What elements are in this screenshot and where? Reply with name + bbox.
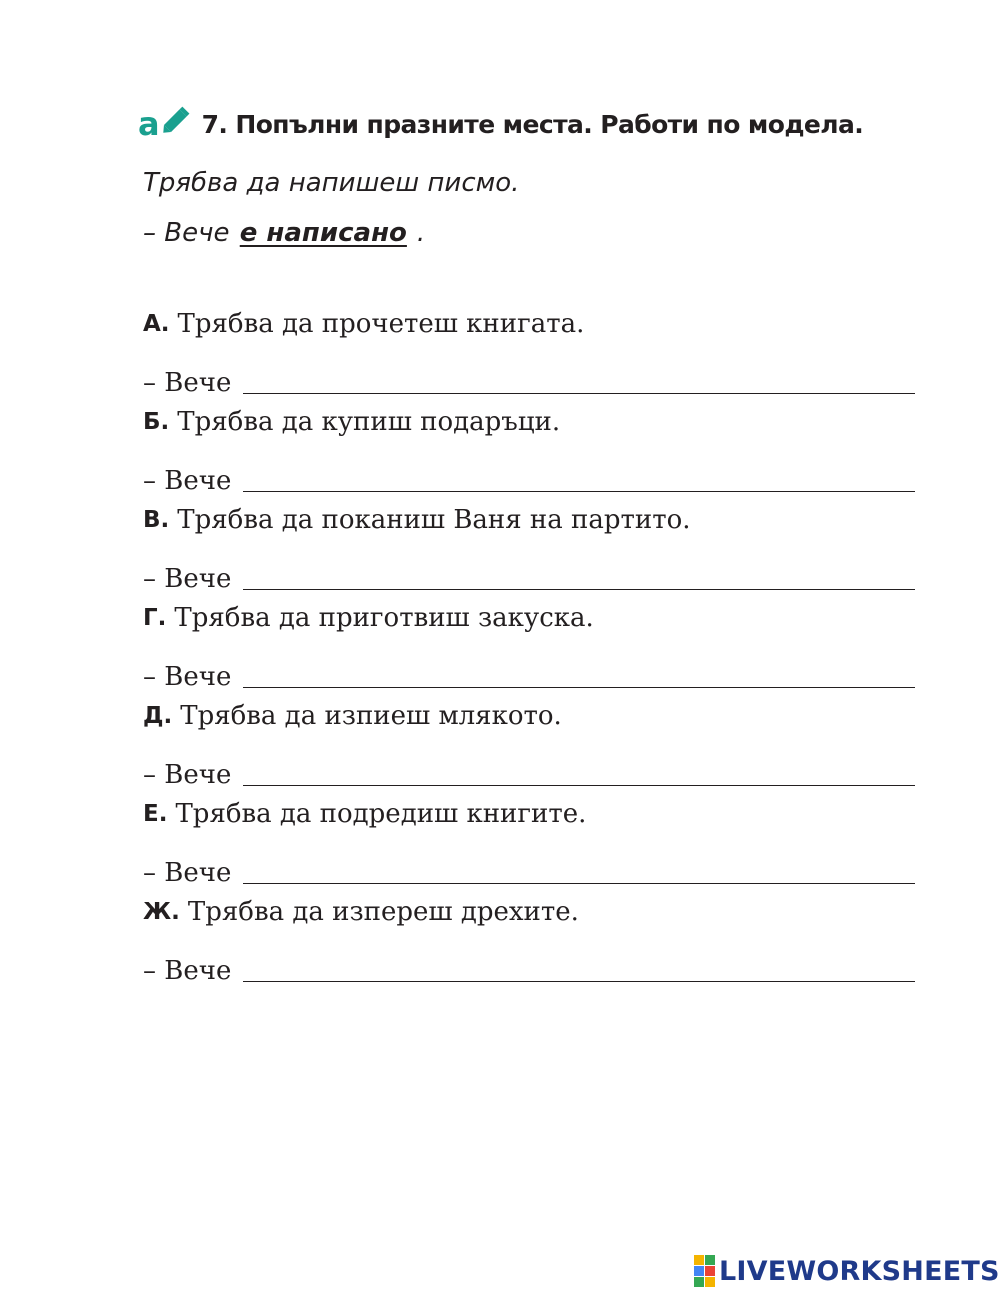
answer-prefix: – Вече (143, 760, 232, 790)
item-sentence: Трябва да купиш подаръци. (177, 407, 561, 437)
model-answer-prefix: – Вече (143, 218, 230, 248)
item-letter: Ж. (143, 899, 180, 925)
exercise-item (143, 496, 915, 594)
skill-letter: а (138, 105, 160, 143)
item-sentence: Трябва да поканиш Ваня на партито. (177, 505, 691, 535)
item-prompt (143, 594, 915, 642)
liveworksheets-logo (694, 1255, 1000, 1287)
exercise-item (143, 790, 915, 888)
answer-blank[interactable] (243, 882, 915, 884)
item-prompt (143, 398, 915, 446)
answer-blank[interactable] (243, 588, 915, 590)
answer-row (143, 446, 915, 496)
item-letter: Е. (143, 801, 168, 827)
exercise-item (143, 594, 915, 692)
exercise-item (143, 300, 915, 398)
item-letter: Г. (143, 605, 167, 631)
exercise-items (143, 300, 915, 986)
item-sentence: Трябва да приготвиш закуска. (174, 603, 594, 633)
logo-blocks-icon (694, 1255, 715, 1287)
exercise-item (143, 692, 915, 790)
answer-blank[interactable] (243, 686, 915, 688)
model-answer: е написано (239, 218, 407, 248)
item-prompt (143, 692, 915, 740)
answer-blank[interactable] (243, 784, 915, 786)
answer-row (143, 642, 915, 692)
model-answer-suffix: . (416, 218, 426, 248)
pencil-icon (158, 102, 194, 138)
answer-blank[interactable] (243, 392, 915, 394)
answer-row (143, 348, 915, 398)
exercise-item (143, 888, 915, 986)
item-prompt (143, 790, 915, 838)
item-prompt (143, 496, 915, 544)
logo-text: LIVEWORKSHEETS (719, 1255, 1000, 1287)
model-sentence: Трябва да напишеш писмо. (143, 168, 520, 198)
exercise-item (143, 398, 915, 496)
answer-row (143, 838, 915, 888)
item-sentence: Трябва да изпиеш млякото. (180, 701, 562, 731)
answer-prefix: – Вече (143, 956, 232, 986)
item-letter: А. (143, 311, 170, 337)
item-letter: Д. (143, 703, 173, 729)
item-prompt (143, 888, 915, 936)
model-answer-line (143, 218, 425, 248)
task-title: 7. Попълни празните места. Работи по модела. (201, 109, 864, 139)
answer-prefix: – Вече (143, 564, 232, 594)
task-header (138, 105, 864, 143)
answer-row (143, 740, 915, 790)
answer-row (143, 544, 915, 594)
item-sentence: Трябва да изпереш дрехите. (187, 897, 579, 927)
answer-blank[interactable] (243, 980, 915, 982)
answer-prefix: – Вече (143, 858, 232, 888)
answer-prefix: – Вече (143, 662, 232, 692)
answer-row (143, 936, 915, 986)
answer-prefix: – Вече (143, 368, 232, 398)
item-sentence: Трябва да прочетеш книгата. (177, 309, 585, 339)
item-letter: Б. (143, 409, 170, 435)
answer-prefix: – Вече (143, 466, 232, 496)
item-prompt (143, 300, 915, 348)
item-sentence: Трябва да подредиш книгите. (175, 799, 587, 829)
answer-blank[interactable] (243, 490, 915, 492)
item-letter: В. (143, 507, 170, 533)
